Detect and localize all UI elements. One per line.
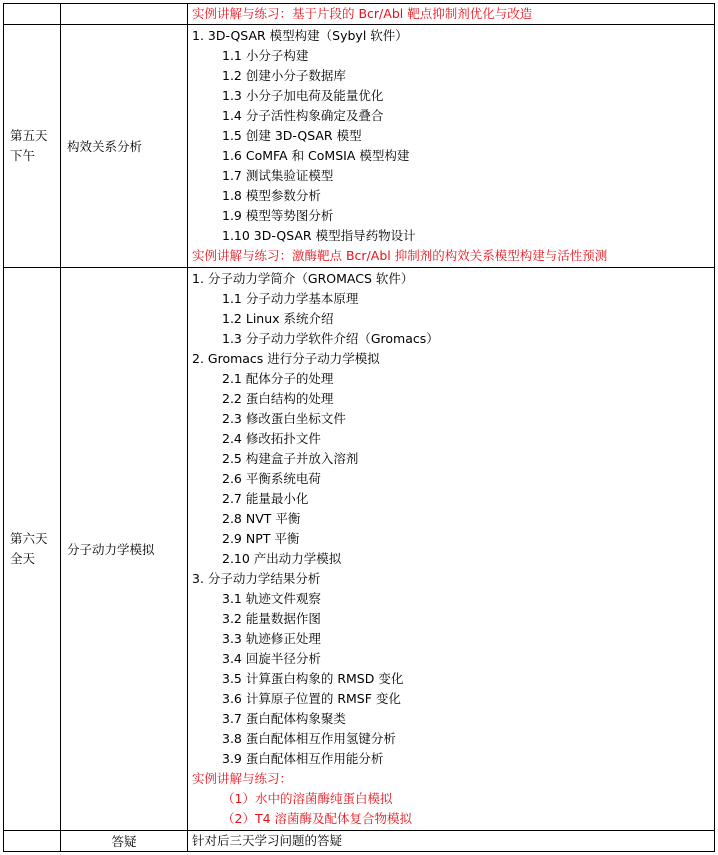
table-row bbox=[4, 268, 715, 831]
list-item: 1.5 创建 3D-QSAR 模型 bbox=[222, 128, 362, 143]
list-item: 3.5 计算蛋白构象的 RMSD 变化 bbox=[222, 671, 404, 686]
topic-cell bbox=[61, 268, 188, 831]
list-item: 2.4 修改拓扑文件 bbox=[222, 431, 321, 446]
schedule-table bbox=[3, 3, 715, 852]
topic-cell bbox=[61, 831, 188, 852]
list-item: 1.4 分子活性构象确定及叠合 bbox=[222, 108, 384, 123]
content-cell bbox=[188, 831, 715, 852]
list-item: 3.2 能量数据作图 bbox=[222, 611, 321, 626]
example-line: 实例讲解与练习：基于片段的 Bcr/Abl 靶点抑制剂优化与改造 bbox=[192, 6, 533, 21]
list-item: 2.2 蛋白结构的处理 bbox=[222, 391, 334, 406]
day-cell bbox=[4, 831, 61, 852]
list-item: 3.9 蛋白配体相互作用能分析 bbox=[222, 751, 384, 766]
content-line: 针对后三天学习问题的答疑 bbox=[192, 833, 343, 848]
content-cell bbox=[188, 25, 715, 268]
day-label: 第六天 bbox=[10, 531, 48, 546]
example-line: （2）T4 溶菌酶及配体复合物模拟 bbox=[222, 811, 413, 826]
section-heading: 1. 3D-QSAR 模型构建（Sybyl 软件） bbox=[192, 28, 408, 43]
example-line: 实例讲解与练习：激酶靶点 Bcr/Abl 抑制剂的构效关系模型构建与活性预测 bbox=[192, 248, 608, 263]
list-item: 2.1 配体分子的处理 bbox=[222, 371, 334, 386]
content-lines bbox=[192, 268, 714, 830]
day-label: 第五天 bbox=[10, 128, 48, 143]
list-item: 2.7 能量最小化 bbox=[222, 491, 309, 506]
list-item: 1.3 分子动力学软件介绍（Gromacs） bbox=[222, 331, 439, 346]
example-line: （1）水中的溶菌酶纯蛋白模拟 bbox=[222, 791, 393, 806]
example-line: 实例讲解与练习： bbox=[192, 771, 293, 786]
content-cell bbox=[188, 268, 715, 831]
list-item: 1.1 小分子构建 bbox=[222, 48, 309, 63]
list-item: 2.3 修改蛋白坐标文件 bbox=[222, 411, 346, 426]
list-item: 3.4 回旋半径分析 bbox=[222, 651, 321, 666]
list-item: 2.9 NPT 平衡 bbox=[222, 531, 300, 546]
list-item: 1.2 创建小分子数据库 bbox=[222, 68, 346, 83]
list-item: 3.1 轨迹文件观察 bbox=[222, 591, 321, 606]
topic-cell bbox=[61, 4, 188, 25]
list-item: 3.7 蛋白配体构象聚类 bbox=[222, 711, 346, 726]
period-label: 全天 bbox=[10, 551, 36, 566]
list-item: 2.6 平衡系统电荷 bbox=[222, 471, 321, 486]
list-item: 1.7 测试集验证模型 bbox=[222, 168, 334, 183]
day-cell bbox=[4, 268, 61, 831]
topic-label: 构效关系分析 bbox=[67, 139, 143, 154]
list-item: 3.8 蛋白配体相互作用氢键分析 bbox=[222, 731, 396, 746]
content-lines bbox=[192, 25, 714, 267]
list-item: 1.6 CoMFA 和 CoMSIA 模型构建 bbox=[222, 148, 410, 163]
list-item: 1.10 3D-QSAR 模型指导药物设计 bbox=[222, 228, 416, 243]
table-row bbox=[4, 4, 715, 25]
table-row bbox=[4, 831, 715, 852]
section-heading: 2. Gromacs 进行分子动力学模拟 bbox=[192, 351, 380, 366]
list-item: 1.3 小分子加电荷及能量优化 bbox=[222, 88, 384, 103]
list-item: 3.6 计算原子位置的 RMSF 变化 bbox=[222, 691, 401, 706]
list-item: 1.2 Linux 系统介绍 bbox=[222, 311, 334, 326]
section-heading: 3. 分子动力学结果分析 bbox=[192, 571, 321, 586]
topic-label: 答疑 bbox=[111, 834, 137, 849]
list-item: 2.10 产出动力学模拟 bbox=[222, 551, 342, 566]
topic-cell bbox=[61, 25, 188, 268]
list-item: 3.3 轨迹修正处理 bbox=[222, 631, 321, 646]
day-cell bbox=[4, 4, 61, 25]
list-item: 2.8 NVT 平衡 bbox=[222, 511, 301, 526]
list-item: 1.1 分子动力学基本原理 bbox=[222, 291, 359, 306]
table-row bbox=[4, 25, 715, 268]
list-item: 2.5 构建盒子并放入溶剂 bbox=[222, 451, 359, 466]
list-item: 1.8 模型参数分析 bbox=[222, 188, 321, 203]
topic-label: 分子动力学模拟 bbox=[67, 542, 155, 557]
list-item: 1.9 模型等势图分析 bbox=[222, 208, 334, 223]
day-cell bbox=[4, 25, 61, 268]
period-label: 下午 bbox=[10, 148, 36, 163]
section-heading: 1. 分子动力学简介（GROMACS 软件） bbox=[192, 271, 414, 286]
content-cell bbox=[188, 4, 715, 25]
